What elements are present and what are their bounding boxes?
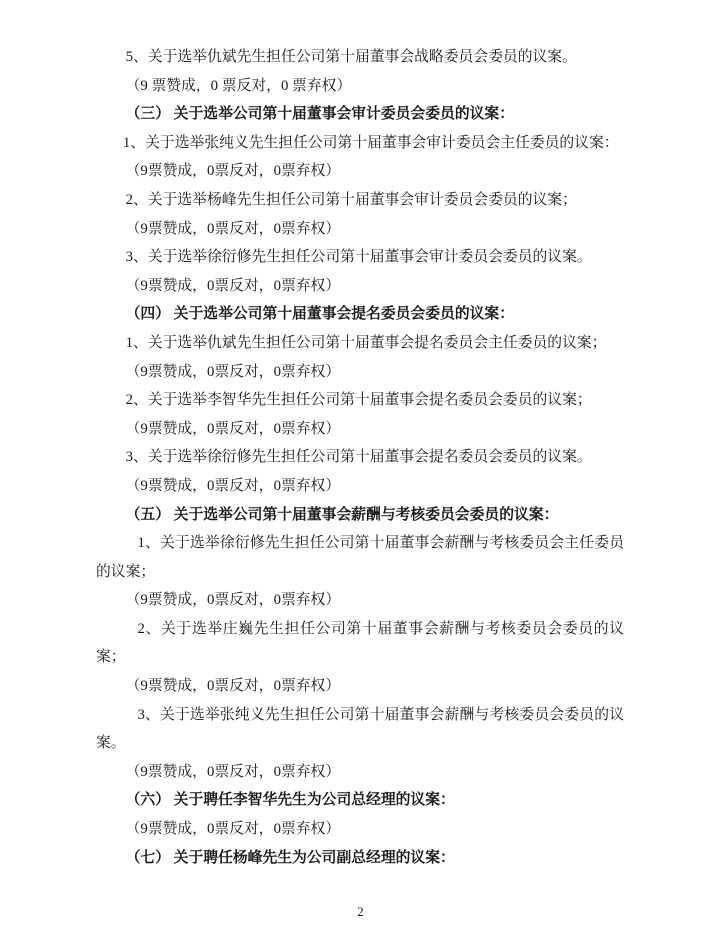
vote-result: （9票赞成，0票反对，0票弃权） [125, 763, 341, 780]
section-heading: （四） 关于选举公司第十届董事会提名委员会委员的议案： [125, 306, 515, 323]
proposal-item: 1、关于选举张纯义先生担任公司第十届董事会审计委员会主任委员的议案： [122, 134, 619, 151]
vote-result: （9 票赞成，0 票反对，0 票弃权） [125, 77, 352, 94]
vote-result: （9票赞成，0票反对，0票弃权） [125, 277, 341, 294]
section-heading: （五） 关于选举公司第十届董事会薪酬与考核委员会委员的议案： [125, 506, 559, 523]
proposal-item: 3、关于选举徐衍修先生担任公司第十届董事会审计委员会委员的议案。 [125, 249, 592, 266]
vote-result: （9票赞成，0票反对，0票弃权） [125, 420, 341, 437]
section-heading: （七） 关于聘任杨峰先生为公司副总经理的议案： [125, 849, 455, 866]
vote-result: （9票赞成，0票反对，0票弃权） [125, 678, 341, 695]
vote-result: （9票赞成，0票反对，0票弃权） [125, 592, 341, 609]
document-page [96, 43, 624, 872]
proposal-item: 1、关于选举徐衍修先生担任公司第十届董事会薪酬与考核委员会主任委员的议案； [96, 535, 624, 580]
proposal-item: 5、关于选举仇斌先生担任公司第十届董事会战略委员会委员的议案。 [125, 49, 577, 65]
vote-result: （9票赞成，0票反对，0票弃权） [125, 220, 341, 237]
vote-result: （9票赞成，0票反对，0票弃权） [125, 163, 341, 180]
page-number: 2 [357, 904, 364, 919]
proposal-item: 2、关于选举李智华先生担任公司第十届董事会提名委员会委员的议案； [125, 392, 592, 409]
section-heading: （三） 关于选举公司第十届董事会审计委员会委员的议案： [125, 106, 515, 123]
proposal-item: 2、关于选举庄巍先生担任公司第十届董事会薪酬与考核委员会委员的议案； [96, 620, 624, 666]
vote-result: （9票赞成，0票反对，0票弃权） [125, 477, 341, 494]
vote-result: （9票赞成，0票反对，0票弃权） [125, 363, 341, 380]
proposal-item: 3、关于选举徐衍修先生担任公司第十届董事会提名委员会委员的议案。 [125, 449, 592, 466]
proposal-item: 3、关于选举张纯义先生担任公司第十届董事会薪酬与考核委员会委员的议案。 [96, 706, 624, 752]
vote-result: （9票赞成，0票反对，0票弃权） [125, 821, 341, 838]
proposal-item: 2、关于选举杨峰先生担任公司第十届董事会审计委员会委员的议案； [125, 191, 577, 208]
section-heading: （六） 关于聘任李智华先生为公司总经理的议案： [125, 792, 455, 809]
proposal-item: 1、关于选举仇斌先生担任公司第十届董事会提名委员会主任委员的议案； [125, 334, 607, 351]
